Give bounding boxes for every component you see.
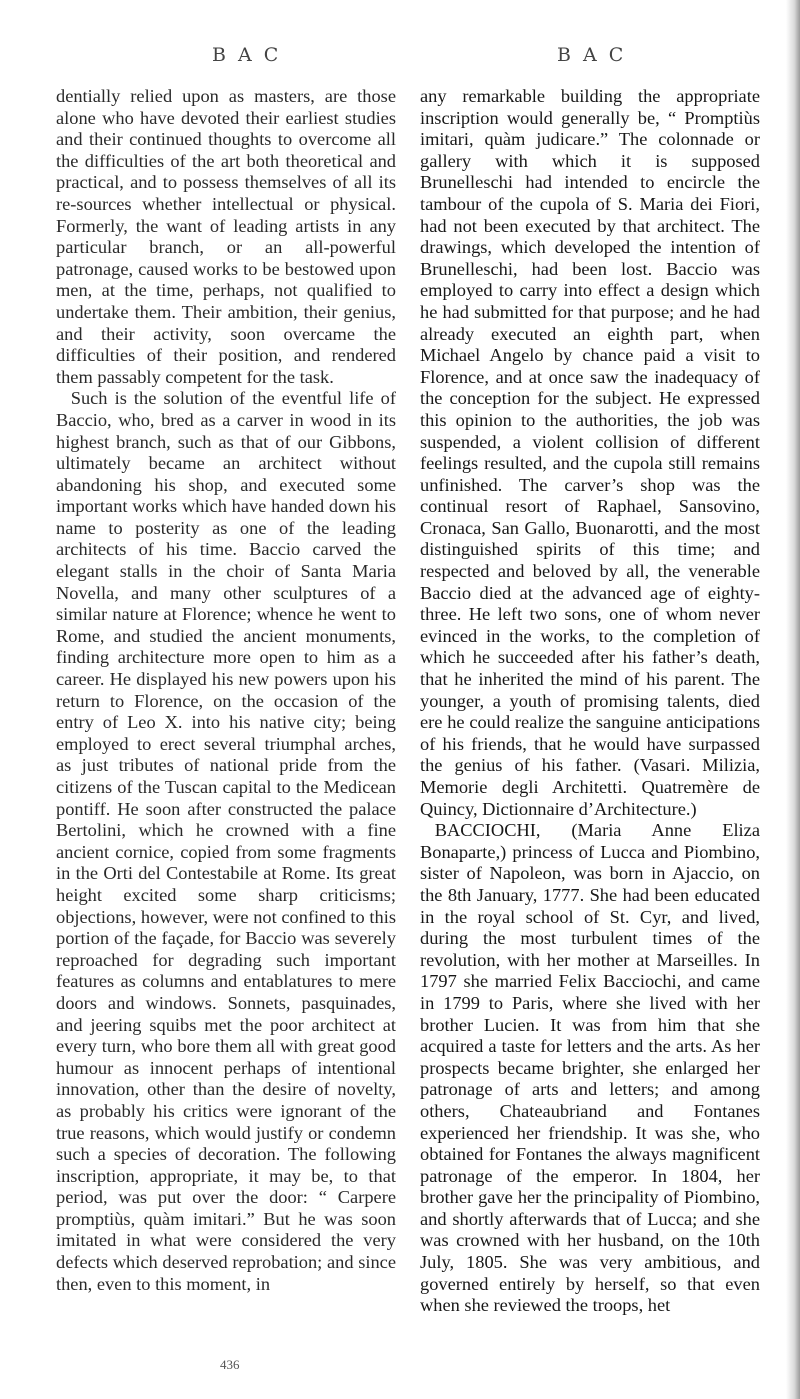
paragraph: dentially relied upon as masters, are those alone who have devoted their earliest studies and their continued thoughts to overcome all the difficulties of the art both theoretical and practical, and to possess themselves of all its re-sources whether intellectual or physical. Formerly, the want of leading artists in any particular branch, or an all-powerful patronage, caused works to be bestowed upon men, at the time, perhaps, not qualified to undertake them. Their ambition, their genius, and their activity, soon overcame the difficulties of their position, and rendered them passably competent for the task. bbox=[56, 86, 396, 387]
running-head-right: B A C bbox=[557, 44, 627, 66]
left-column bbox=[56, 86, 396, 1295]
right-column bbox=[420, 86, 760, 1317]
paragraph: Such is the solution of the eventful life of Baccio, who, bred as a carver in wood in its highest branch, such as that of our Gibbons, ultimately became an architect without abandoning his shop, and executed some important works which have handed down his name to posterity as one of the leading architects of his time. Baccio carved the elegant stalls in the choir of Santa Maria Novella, and many other sculptures of a similar nature at Florence; whence he went to Rome, and studied the ancient monuments, finding architecture more open to him as a career. He displayed his new powers upon his return to Florence, on the occasion of the entry of Leo X. into his native city; being employed to erect several triumphal arches, as just tributes of national pride from the citizens of the Tuscan capital to the Medicean pontiff. He soon after constructed the palace Bertolini, which he crowned with a fine ancient cornice, copied from some fragments in the Orti del Contestabile at Rome. Its great height excited some sharp criticisms; objections, however, were not confined to this portion of the façade, for Baccio was severely reproached for degrading such important features as columns and entablatures to mere doors and windows. Sonnets, pasquinades, and jeering squibs met the poor architect at every turn, who bore them all with great good humour as innocent perhaps of intentional innovation, other than the desire of novelty, as probably his critics were ignorant of the true reasons, which would justify or condemn such a species of decoration. The following inscription, appropriate, it may be, to that period, was put over the door: “ Carpere promptiùs, quàm imitari.” But he was soon imitated in what were considered the very defects which deserved reprobation; and since then, even to this moment, in bbox=[56, 388, 396, 1294]
paragraph: any remarkable building the appropriate inscription would generally be, “ Promptiùs imitari, quàm judicare.” The colonnade or gallery with which it is supposed Brunelleschi had intended to encircle the tambour of the cupola of S. Maria dei Fiori, had not been executed by that architect. The drawings, which developed the intention of Brunelleschi, had been lost. Baccio was employed to carry into effect a design which he had submitted for that purpose; and he had already executed an eighth part, when Michael Angelo by chance paid a visit to Florence, and at once saw the inadequacy of the conception for the subject. He expressed this opinion to the authorities, the job was suspended, a violent collision of different feelings resulted, and the cupola still remains unfinished. The carver’s shop was the continual resort of Raphael, Sansovino, Cronaca, San Gallo, Buonarotti, and the most distinguished spirits of this time; and respected and beloved by all, the venerable Baccio died at the advanced age of eighty-three. He left two sons, one of whom never evinced in the works, to the completion of which he succeeded after his father’s death, that he inherited the mind of his parent. The younger, a youth of promising talents, died ere he could realize the sanguine anticipations of his friends, that he would have surpassed the genius of his father. (Vasari. Milizia, Memorie degli Architetti. Quatremère de Quincy, Dictionnaire d’Architecture.) bbox=[420, 86, 760, 819]
page-edge-shadow bbox=[786, 0, 800, 1399]
running-head-left: B A C bbox=[212, 44, 282, 66]
page-number: 436 bbox=[220, 1357, 240, 1372]
paragraph: BACCIOCHI, (Maria Anne Eliza Bonaparte,) princess of Lucca and Piombino, sister of Napoleon, was born in Ajaccio, on the 8th January, 1777. She had been educated in the royal school of St. Cyr, and lived, during the most turbulent times of the revolution, with her mother at Marseilles. In 1797 she married Felix Bacciochi, and came in 1799 to Paris, where she lived with her brother Lucien. It was from him that she acquired a taste for letters and the arts. As her prospects became brighter, she enlarged her patronage of arts and letters; and among others, Chateaubriand and Fontanes experienced her friendship. It was she, who obtained for Fontanes the always magnificent patronage of the emperor. In 1804, her brother gave her the principality of Piombino, and shortly afterwards that of Lucca; and she was crowned with her husband, on the 10th July, 1805. She was very ambitious, and governed entirely by herself, so that even when she reviewed the troops, het bbox=[420, 820, 760, 1316]
